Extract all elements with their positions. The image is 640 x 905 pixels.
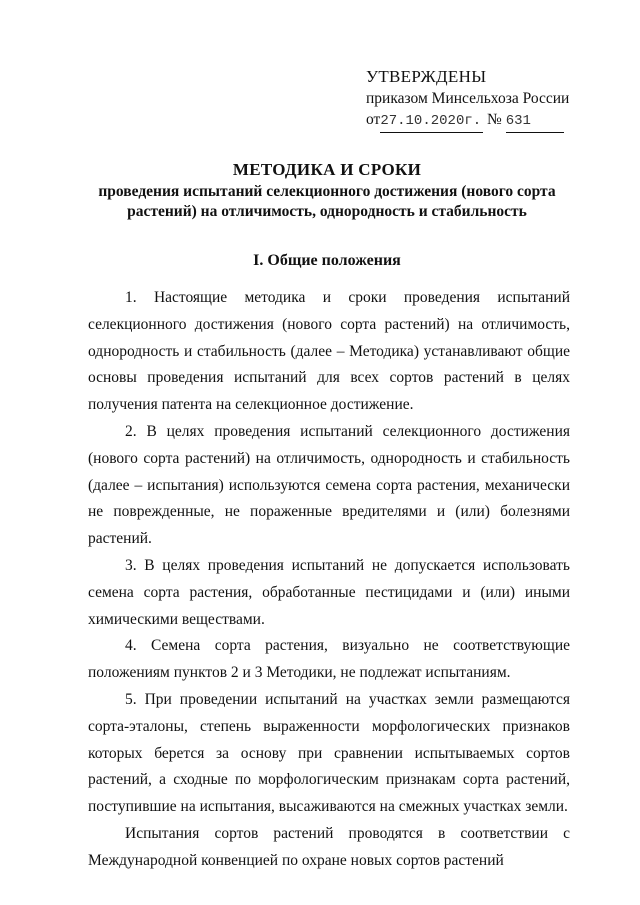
section-heading: I. Общие положения [253, 252, 401, 269]
paragraph: 5. При проведении испытаний на участках земли размещаются сорта-эталоны, степень выраженности морфологических признаков которых берется за основу при сравнении испытываемых сортов растений, а сходные по морфологическим признакам сорта растений, поступившие на испытания, высаживаются на смежных участках земли. [88, 690, 570, 816]
paragraph: 4. Семена сорта растения, визуально не соответствующие положениям пунктов 2 и 3 Методики, не подлежат испытаниям. [88, 637, 570, 682]
approval-order-line [366, 109, 576, 133]
order-date: 27.10.2020г. [380, 111, 483, 133]
paragraph: 3. В целях проведения испытаний не допускается использовать семена сорта растения, обработанные пестицидами и (или) иными химическими веществами. [88, 556, 570, 628]
approval-title: УТВЕРЖДЕНЫ [366, 67, 487, 86]
order-number: 631 [506, 111, 564, 133]
paragraph: 1. Настоящие методика и сроки проведения испытаний селекционного достижения (нового сорта растений) на отличимость, однородность и стабильность (далее – Методика) устанавливают общие основы проведения испытаний для всех сортов растений в целях получения патента на селекционное достижение. [88, 289, 570, 414]
approval-issuer: приказом Минсельхоза России [366, 90, 570, 107]
paragraph: Испытания сортов растений проводятся в соответствии с Международной конвенцией по охране новых сортов растений [88, 824, 570, 869]
paragraph: 2. В целях проведения испытаний селекционного достижения (нового сорта растений) на отличимость, однородность и стабильность (далее – испытания) используются семена сорта растения, механически не поврежденные, не пораженные вредителями и (или) болезнями растений. [88, 422, 570, 548]
document-title [72, 158, 582, 222]
section-body [88, 285, 570, 875]
order-prefix: от [366, 111, 381, 128]
approval-stamp [366, 66, 576, 133]
order-number-label: № [487, 111, 502, 128]
document-title-sub: проведения испытаний селекционного достижения (нового сорта растений) на отличимость, однородность и стабильность [98, 183, 556, 220]
document-title-main: МЕТОДИКА И СРОКИ [232, 160, 422, 179]
